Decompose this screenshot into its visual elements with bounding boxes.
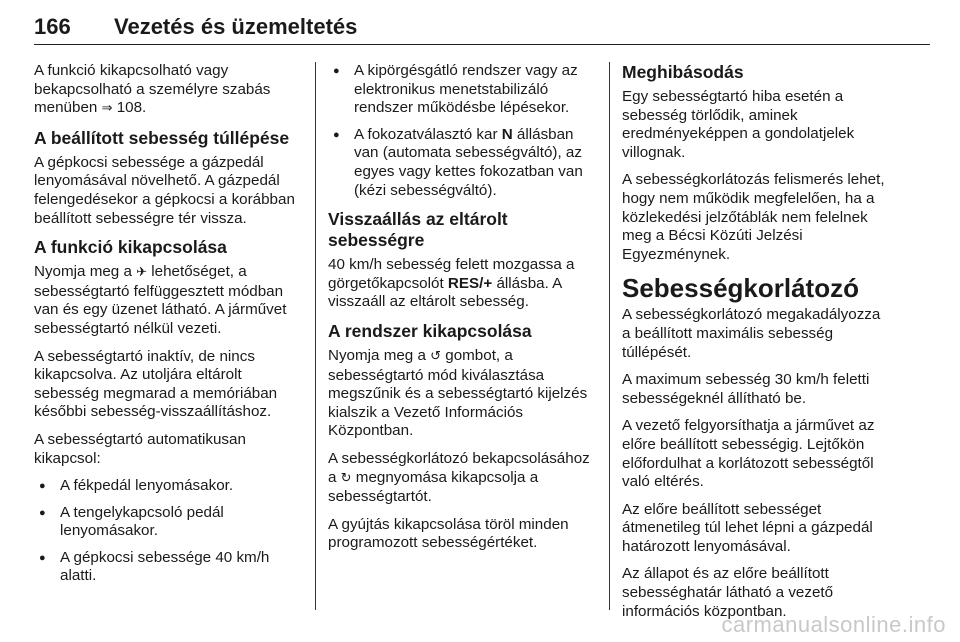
column-2 xyxy=(328,62,596,562)
heading-speed-limiter: Sebességkorlátozó xyxy=(622,273,859,304)
heading-restore-speed: Visszaállás az eltárolt sebességre xyxy=(328,209,508,251)
paragraph-system-1: Nyomja meg a ↺ gombot, a sebességtartó mód kiválasztása megszűnik és a sebességtartó kijelzés kialszik a Vezető Információs Központban. xyxy=(328,346,588,440)
paragraph-system-2: A sebességkorlátozó bekapcsolásához a ↻ megnyomása kikapcsolja a sebességtartót. xyxy=(328,449,590,506)
cruise-button-icon: ↺ xyxy=(430,348,442,364)
paragraph-limiter-1: A sebességkorlátozó megakadályozza a beállított maximális sebesség túllépését. xyxy=(622,306,881,361)
heading-system-off: A rendszer kikapcsolása xyxy=(328,320,532,341)
list-item: ● A fokozatválasztó kar N állásban van (automata sebességváltó), az egyes vagy kettes fokozatban van (kézi sebességváltó). xyxy=(328,126,596,200)
list-item: ● A gépkocsi sebessége 40 km/h alatti. xyxy=(34,549,302,586)
heading-function-off: A funkció kikapcsolása xyxy=(34,237,227,258)
paragraph-system-3: A gyújtás kikapcsolása töröl minden programozott sebességértéket. xyxy=(328,515,569,552)
column-3 xyxy=(622,62,892,630)
paragraph-off-3: A sebességtartó automatikusan kikapcsol: xyxy=(34,430,246,467)
list-item: ● A tengelykapcsoló pedál lenyomásakor. xyxy=(34,504,302,541)
page-number: 166 xyxy=(34,14,71,39)
list-item: ● A fékpedál lenyomásakor. xyxy=(34,477,302,496)
bullet-list xyxy=(34,477,302,586)
paragraph-limiter-4: Az előre beállított sebességet átmenetileg túl lehet lépni a gázpedál határozott lenyomásával. xyxy=(622,500,873,555)
paragraph-limiter-5: Az állapot és az előre beállított sebességhatár látható a vezető információs központban. xyxy=(622,565,834,620)
bullet-list xyxy=(328,62,596,200)
paragraph-limiter-3: A vezető felgyorsíthatja a járművet az előre beállított sebességig. Lejtőkön előfordulhat a korlátozott sebességtől való eltérés. xyxy=(622,417,875,491)
paragraph-limiter-2: A maximum sebesség 30 km/h feletti sebességeknél állítható be. xyxy=(622,371,870,407)
paragraph-off-2: A sebességtartó inaktív, de nincs kikapcsolva. Az utoljára eltárolt sebesség megmarad a memóriában későbbi sebesség-visszaállításhoz. xyxy=(34,347,278,421)
chapter-title: Vezetés és üzemeltetés xyxy=(114,14,358,39)
limiter-button-icon: ↻ xyxy=(340,470,352,486)
paragraph-restore: 40 km/h sebesség felett mozgassa a görgetőkapcsolót RES/+ állásba. A visszaáll az eltárolt sebesség. xyxy=(328,256,575,311)
page-header xyxy=(34,10,930,45)
column-1 xyxy=(34,62,302,595)
page-reference-icon: ⇒ xyxy=(101,101,113,117)
paragraph-fault-1: Egy sebességtartó hiba esetén a sebesség törlődik, aminek eredményeképpen a gondolatjelek villognak. xyxy=(622,88,855,161)
column-divider xyxy=(609,62,610,610)
heading-exceed-speed: A beállított sebesség túllépése xyxy=(34,127,290,148)
paragraph-exceed: A gépkocsi sebessége a gázpedál lenyomásával növelhető. A gázpedál felengedésekor a gépkocsi a korábban beállított sebességre tér vissza. xyxy=(34,153,295,227)
cruise-pause-icon: ✈ xyxy=(136,265,148,281)
intro-paragraph: A funkció kikapcsolható vagy bekapcsolható a személyre szabás menüben ⇒ 108. xyxy=(34,62,302,119)
paragraph-fault-2: A sebességkorlátozás felismerés lehet, hogy nem működik megfelelően, ha a közlekedési jelzőtáblák nem felelnek meg a Bécsi Közúti Jelzési Egyezménynek. xyxy=(622,171,885,263)
list-item: ● A kipörgésgátló rendszer vagy az elektronikus menetstabilizáló rendszer működésbe lépésekor. xyxy=(328,62,596,118)
paragraph-off-1: Nyomja meg a ✈ lehetőséget, a sebességtartó felfüggesztett módban van és egy üzenet látható. A járművet sebességtartó nélkül vezeti. xyxy=(34,263,287,337)
heading-fault: Meghibásodás xyxy=(622,62,744,82)
watermark: carmanualsonline.info xyxy=(721,612,946,637)
column-divider xyxy=(315,62,316,610)
